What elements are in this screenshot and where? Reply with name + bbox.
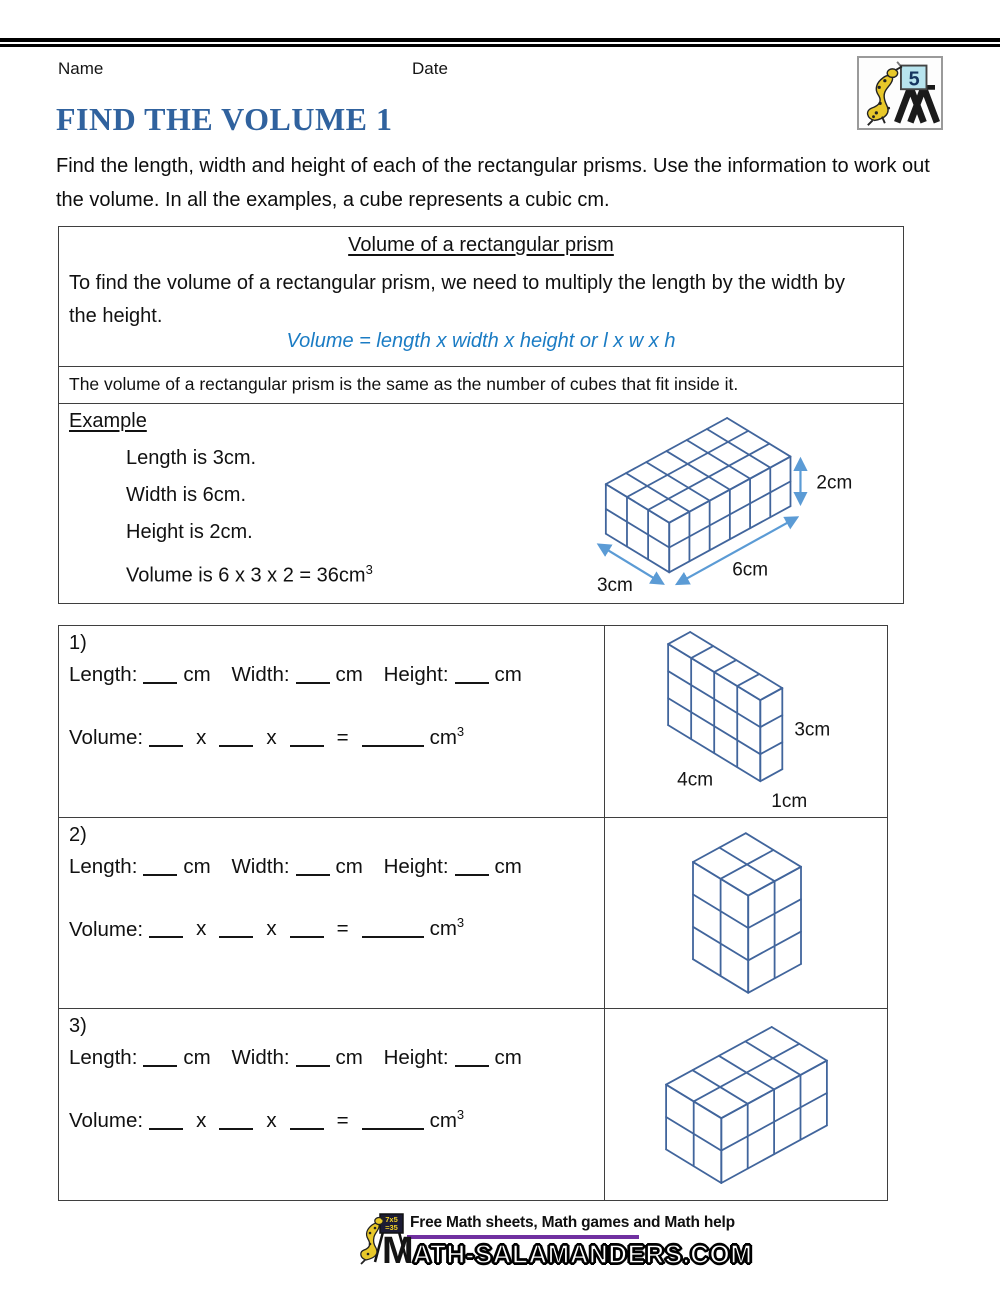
example-length-line: Length is 3cm. <box>126 447 257 469</box>
width-blank <box>296 857 330 876</box>
result-blank <box>362 728 424 747</box>
equals-sign: = <box>336 725 349 749</box>
cm-unit: cm <box>494 663 522 686</box>
footer-site-m: M <box>382 1230 413 1272</box>
problem-2-figure-cell <box>605 818 888 1009</box>
width-blank <box>296 1048 330 1067</box>
top-rule <box>0 38 1000 47</box>
problem-3-prism-figure <box>661 1022 832 1188</box>
cm-unit: cm <box>183 854 211 878</box>
example-width-line: Width is 6cm. <box>126 484 247 506</box>
volume-label: Volume: <box>69 1109 144 1133</box>
footer-site-rest: ATH-SALAMANDERS.COM <box>412 1239 753 1269</box>
svg-text:4cm: 4cm <box>676 769 713 791</box>
cm-unit: cm <box>335 1046 363 1070</box>
footer-board-line2: =35 <box>385 1223 398 1232</box>
footer-board-line1: 7x5 <box>385 1215 398 1224</box>
factor-blank <box>290 728 324 747</box>
problem-3-text-cell <box>59 1009 605 1201</box>
info-box-body: To find the volume of a rectangular prism, we need to multiply the length by the width by the height. <box>69 272 845 327</box>
times-sign: x <box>266 1109 277 1133</box>
problem-number: 1) <box>69 632 87 654</box>
footer-tagline: Free Math sheets, Math games and Math help <box>410 1214 735 1231</box>
problem-2-prism-figure <box>688 828 806 998</box>
grade-badge-number: 5 <box>908 68 920 91</box>
height-label: Height: <box>383 663 449 686</box>
height-label: Height: <box>383 854 449 878</box>
cm-cubed: $cm^3$ <box>429 1107 465 1133</box>
volume-label: Volume: <box>69 917 144 941</box>
equals-sign: = <box>336 1109 349 1133</box>
cm-unit: cm <box>335 854 363 878</box>
volume-line <box>69 724 464 750</box>
svg-text:6cm: 6cm <box>732 559 769 581</box>
math-salamanders-logo <box>857 56 943 130</box>
length-label: Length: <box>69 1046 138 1070</box>
problem-3-figure-cell <box>605 1009 888 1201</box>
times-sign: x <box>196 917 207 941</box>
footer-site-name <box>382 1230 752 1273</box>
width-blank <box>296 665 330 684</box>
volume-formula: Volume = length x width x height or l x w x h <box>286 330 676 352</box>
dimensions-line <box>69 854 522 879</box>
problem-1-text-cell <box>59 626 605 817</box>
result-blank <box>362 919 424 938</box>
example-heading: Example <box>69 410 147 432</box>
result-blank <box>362 1111 424 1130</box>
times-sign: x <box>196 725 207 749</box>
problem-row-3 <box>59 1009 887 1201</box>
width-label: Width: <box>231 1046 290 1070</box>
factor-blank <box>149 728 183 747</box>
dimensions-line <box>69 662 522 687</box>
factor-blank <box>219 919 253 938</box>
cm-unit: cm <box>183 663 211 686</box>
problem-row-2 <box>59 818 887 1010</box>
problem-1-figure-cell <box>605 626 888 817</box>
factor-blank <box>290 919 324 938</box>
length-blank <box>143 1048 177 1067</box>
volume-line <box>69 916 464 942</box>
times-sign: x <box>266 725 277 749</box>
intro-text: Find the length, width and height of each of the rectangular prisms. Use the information to work out the volume. In all the examples, a cube represents a cubic cm. <box>56 155 930 211</box>
salamander-badge-icon <box>859 58 941 128</box>
cm-unit: cm <box>494 854 522 878</box>
cm-unit: cm <box>183 1046 211 1070</box>
problem-number: 3) <box>69 1015 87 1038</box>
times-sign: x <box>266 917 277 941</box>
width-label: Width: <box>231 854 290 878</box>
factor-blank <box>290 1111 324 1130</box>
example-volume-line: Volume is 6 x 3 x $2 = 36cm^3$ <box>126 562 373 587</box>
info-box <box>58 226 904 604</box>
factor-blank <box>219 1111 253 1130</box>
example-prism-figure <box>594 413 853 600</box>
date-label: Date <box>412 59 448 78</box>
factor-blank <box>149 919 183 938</box>
problems-table <box>58 625 888 1201</box>
width-label: Width: <box>231 663 290 686</box>
svg-text:3cm: 3cm <box>596 575 633 597</box>
problem-1-prism-figure <box>663 627 831 816</box>
dimensions-line <box>69 1045 522 1070</box>
page-title: FIND THE VOLUME 1 <box>56 101 393 137</box>
name-label: Name <box>58 59 104 78</box>
factor-blank <box>149 1111 183 1130</box>
height-blank <box>455 1048 489 1067</box>
height-blank <box>455 665 489 684</box>
problem-row-1 <box>59 626 887 818</box>
factor-blank <box>219 728 253 747</box>
height-label: Height: <box>383 1046 449 1070</box>
divider <box>59 366 903 367</box>
length-blank <box>143 857 177 876</box>
length-label: Length: <box>69 854 138 878</box>
volume-line <box>69 1107 464 1133</box>
height-blank <box>455 857 489 876</box>
problem-2-text-cell <box>59 818 605 1009</box>
example-lines <box>126 440 373 595</box>
length-label: Length: <box>69 663 138 686</box>
cm-unit: cm <box>335 663 363 686</box>
svg-text:1cm: 1cm <box>770 790 807 812</box>
cm-cubed: $cm^3$ <box>429 915 465 941</box>
example-height-line: Height is 2cm. <box>126 521 253 543</box>
info-box-heading: Volume of a rectangular prism <box>348 234 614 256</box>
svg-text:2cm: 2cm <box>816 472 853 494</box>
times-sign: x <box>196 1109 207 1133</box>
svg-text:3cm: 3cm <box>793 719 830 741</box>
divider <box>59 403 903 404</box>
cm-unit: cm <box>494 1046 522 1070</box>
cm-cubed: $cm^3$ <box>429 724 465 749</box>
example-volume-exponent: 3 <box>365 562 373 577</box>
length-blank <box>143 665 177 684</box>
volume-label: Volume: <box>69 725 144 749</box>
equals-sign: = <box>336 917 349 941</box>
problem-number: 2) <box>69 823 87 846</box>
info-box-note: The volume of a rectangular prism is the same as the number of cubes that fit inside it. <box>69 374 739 394</box>
